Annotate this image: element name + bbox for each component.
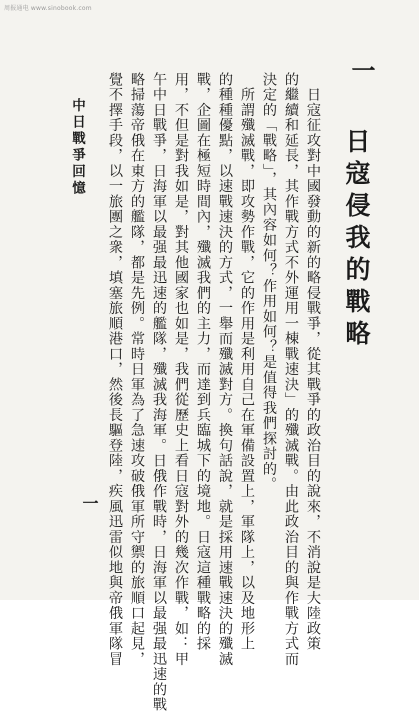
body-column: 戰，企圖在極短時間內，殲滅我們的主力，而達到兵臨城下的境地。日寇這種戰略的採: [195, 72, 211, 652]
body-column: 用，不但是對我如是，對其他國家也如是，我們從歷史上看日寇對外的幾次作戰，如：甲: [173, 72, 189, 667]
body-column: 的種種優點，以速戰速決的方式，一舉而殲滅對方。換句話說，就是採用速戰速決的殲滅: [217, 72, 233, 667]
body-column: 日寇征攻對中國發動的新的略侵戰爭，從其戰爭的政治目的說來，不消說是大陸政策: [305, 72, 321, 652]
body-column: 覺不擇手段，以一旅團之衆，填塞旅順港口，然後長驅登陸，疾風迅雷似地與帝俄軍隊冒: [107, 72, 123, 667]
page-number: 一: [80, 495, 99, 511]
body-column: 所謂殲滅戰，即攻勢作戰，它的作用是利用自己在軍備設置上，軍隊上，以及地形上: [239, 72, 255, 652]
section-title: 日寇侵我的戰略: [342, 128, 371, 352]
body-column: 略掃蕩帝俄在東方的艦隊，都是先例。常時日軍為了急速攻破俄軍所守禦的旅順口起見，: [129, 72, 145, 667]
running-footer: 中日戰爭回憶: [69, 98, 85, 197]
section-number: 一: [347, 58, 376, 82]
body-column: 午中日戰爭，日海軍以最强最迅速的艦隊，殲滅我海軍。日俄作戰時，日海軍以最强最迅速的戰: [151, 72, 167, 713]
body-column: 決定的「戰略」，其內容如何？作用如何？是值得我們探討的。: [261, 72, 277, 492]
watermark: 周报通电 www.sinobook.com: [4, 5, 92, 12]
body-column: 的繼續和延長，其作戰方式不外運用一棟戰速決」的殲滅戰。由此政治目的與作戰方式而: [283, 72, 299, 667]
